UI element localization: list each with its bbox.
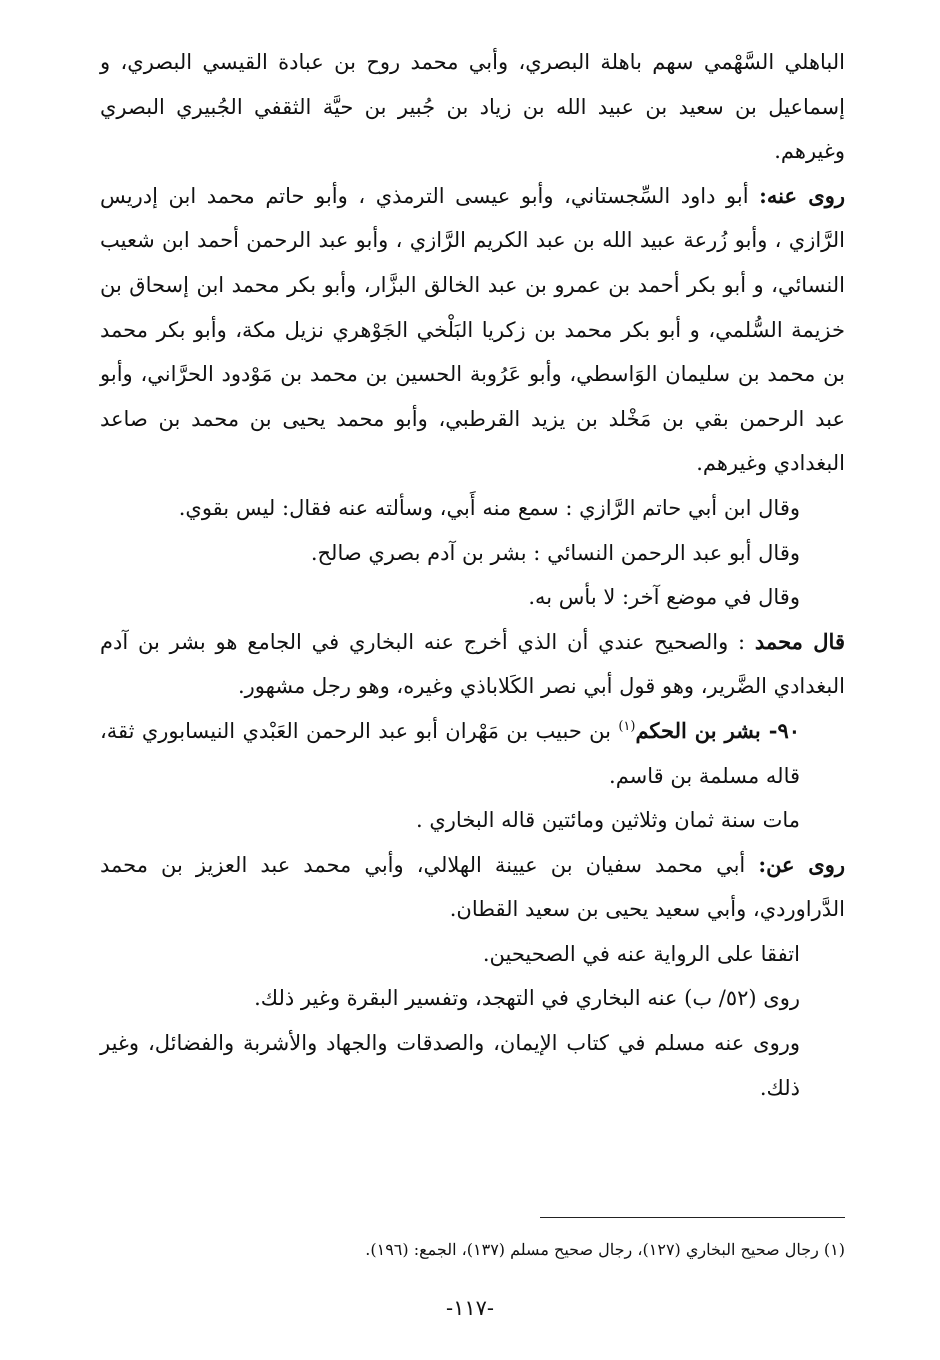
narrators-text: أبو داود السِّجستاني، وأبو عيسى الترمذي ، وأبو حاتم محمد ابن إدريس الرَّازي ، وأبو زُرعة عبيد الله بن عبد الكريم الرَّازي ، وأبو عبد الرحمن أحمد ابن شعيب النسائي، و أبو بكر أحمد بن عمرو بن عبد الخالق البزَّار، وأبو بكر محمد ابن إسحاق بن خزيمة السُّلمي، و أبو بكر محمد بن زكريا البَلْخي الجَوْهري نزيل مكة، وأبو بكر محمد بن محمد بن سليمان الوَاسطي، وأبو عَرُوبة الحسين بن محمد بن مَوْدود الحرَّاني، وأبو عبد الرحمن بقي بن مَخْلد بن يزيد القرطبي، وأبو محمد يحيى بن محمد بن صاعد البغدادي وغيرهم. [100, 183, 845, 476]
entry-text: بن حبيب بن مَهْران أبو عبد الرحمن العَبْدي النيسابوري ثقة، قاله مسلمة بن قاسم. [100, 718, 800, 788]
paragraph-nasai: وقال أبو عبد الرحمن النسائي : بشر بن آدم بصري صالح. [310, 540, 800, 565]
paragraph-muslim: وروى عنه مسلم في كتاب الإيمان، والصدقات والجهاد والأشربة والفضائل، وغير ذلك. [100, 1031, 800, 1100]
entry-number: ٩٠- [760, 717, 800, 743]
paragraph-narrated-from-him [100, 174, 845, 486]
narrated-from-label: روى عن: [758, 851, 845, 877]
paragraph-agreement: اتفقا على الرواية عنه في الصحيحين. [482, 941, 800, 966]
paragraph-narrated-from [100, 843, 845, 932]
footnote-divider [540, 1217, 845, 1218]
entry-name: بشر بن الحكم [635, 717, 761, 743]
narrated-from-text: أبي محمد سفيان بن عيينة الهلالي، وأبي محمد عبد العزيز بن محمد الدَّراوردي، وأبي سعيد يحيى بن سعيد القطان. [100, 852, 845, 922]
entry-heading [100, 709, 845, 798]
page-number: -١١٧- [445, 1296, 495, 1320]
paragraph-ibn-abi-hatim: وقال ابن أبي حاتم الرَّازي : سمع منه أَبي، وسألته عنه فقال: ليس بقوي. [178, 495, 800, 520]
author-label: قال محمد [754, 628, 845, 654]
paragraph-author-opinion [100, 620, 845, 709]
main-text [100, 40, 845, 1110]
footnote-ref: (١) [618, 718, 636, 734]
paragraph-nasai-other: وقال في موضع آخر: لا بأس به. [528, 585, 800, 610]
footnote: (١) رجال صحيح البخاري (١٢٧)، رجال صحيح مسلم (١٣٧)، الجمع: (١٩٦). [365, 1240, 845, 1259]
author-opinion-text: : والصحيح عندي أن الذي أخرج عنه البخاري في الجامع هو بشر بن آدم البغدادي الضَّرير، وهو قول أبي نصر الكَلاباذي وغيره، وهو رجل مشهور. [100, 629, 845, 699]
paragraph-death-date: مات سنة ثمان وثلاثين ومائتين قاله البخاري . [416, 808, 800, 833]
narrators-label: روى عنه: [759, 182, 845, 208]
paragraph-bukhari: روى (٥٢/ ب) عنه البخاري في التهجد، وتفسير البقرة وغير ذلك. [254, 986, 800, 1011]
paragraph-teachers-continued: الباهلي السَّهْمي سهم باهلة البصري، وأبي محمد روح بن عبادة القيسي البصري، و إسماعيل بن سعيد بن عبيد الله بن زياد بن جُبير بن حيَّة الثقفي الجُبيري البصري وغيرهم. [100, 50, 845, 164]
